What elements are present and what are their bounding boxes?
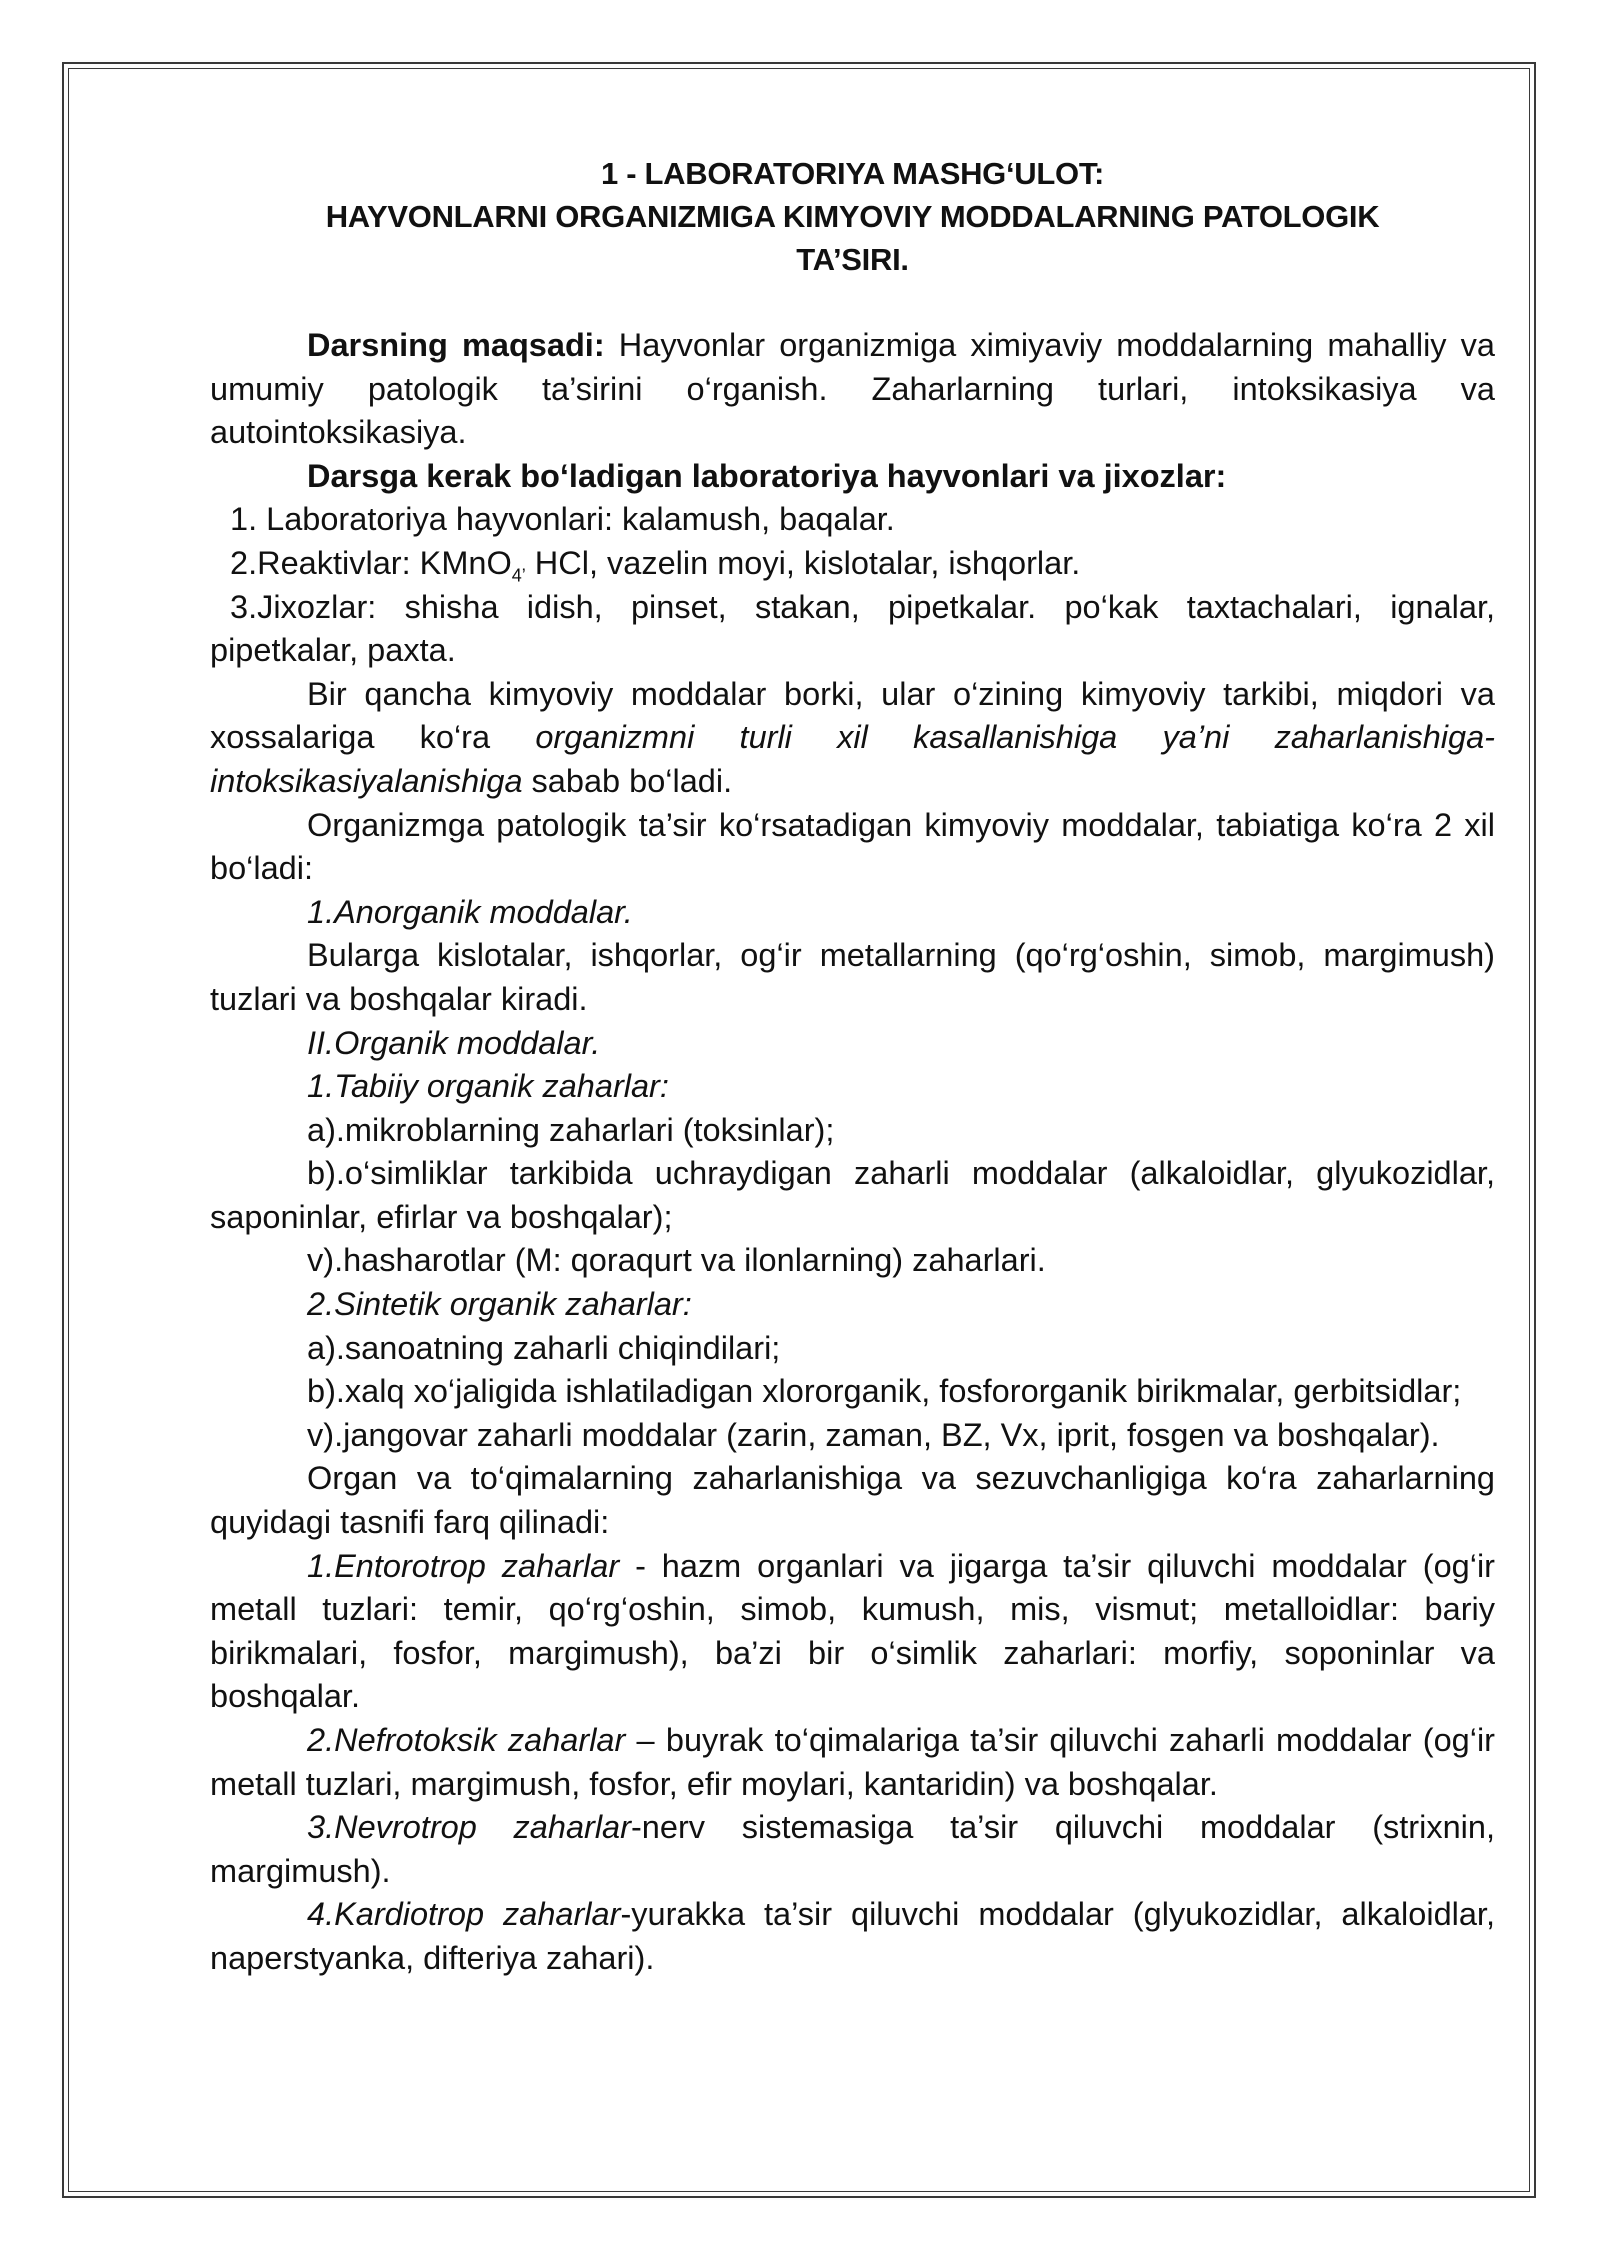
synthetic-item-v: v).jangovar zaharli moddalar (zarin, zaman, BZ, Vx, iprit, fosgen va boshqalar). bbox=[307, 1416, 1440, 1453]
materials-heading: Darsga kerak bo‘ladigan laboratoriya hayvonlari va jixozlar: bbox=[307, 457, 1227, 494]
classification-2 bbox=[210, 1719, 1495, 1806]
document-body bbox=[210, 152, 1495, 1981]
purpose-paragraph bbox=[210, 324, 1495, 455]
materials-item-2 bbox=[210, 542, 1495, 586]
paragraph-organ-classification: Organ va to‘qimalarning zaharlanishiga va sezuvchanligiga ko‘ra zaharlarning quyidagi tasnifi farq qilinadi: bbox=[210, 1460, 1495, 1541]
materials-item-3: 3.Jixozlar: shisha idish, pinset, stakan, pipetkalar. po‘kak taxtachalari, ignalar, pipetkalar, paxta. bbox=[210, 588, 1495, 669]
anorganic-heading: 1.Anorganik moddalar. bbox=[307, 893, 633, 930]
paragraph-classes: Organizmga patologik ta’sir ko‘rsatadigan kimyoviy moddalar, tabiatiga ko‘ra 2 xil bo‘ladi: bbox=[210, 806, 1495, 887]
paragraph-intro-b: sabab bo‘ladi. bbox=[522, 762, 733, 799]
anorganic-text: Bularga kislotalar, ishqorlar, og‘ir metallarning (qo‘rg‘oshin, simob, margimush) tuzlari va boshqalar kiradi. bbox=[210, 937, 1495, 1017]
title-line-3: TA’SIRI. bbox=[796, 242, 909, 277]
title-line-2: HAYVONLARNI ORGANIZMIGA KIMYOVIY MODDALARNING PATOLOGIK bbox=[325, 199, 1380, 234]
purpose-label: Darsning maqsadi: bbox=[307, 327, 605, 363]
classification-2-term: 2.Nefrotoksik zaharlar bbox=[307, 1722, 626, 1758]
classification-4 bbox=[210, 1893, 1495, 1980]
paragraph-intro bbox=[210, 673, 1495, 804]
classification-3-text: -nerv sistemasiga ta’sir qiluvchi moddalar (strixnin, margimush). bbox=[210, 1809, 1495, 1889]
materials-item-2-subscript: 4’ bbox=[511, 565, 526, 586]
natural-item-v: v).hasharotlar (M: qoraqurt va ilonlarning) zaharlari. bbox=[307, 1242, 1046, 1279]
purpose-text: Hayvonlar organizmiga ximiyaviy moddalarning mahalliy va umumiy patologik ta’sirini o‘rganish. Zaharlarning turlari, intoksikasiya va autointoksikasiya. bbox=[210, 327, 1495, 451]
synthetic-item-a: a).sanoatning zaharli chiqindilari; bbox=[307, 1329, 781, 1366]
paragraph-intro-italic: organizmni turli xil kasallanishiga ya’ni zaharlanishiga-intoksikasiyalanishiga bbox=[210, 719, 1495, 799]
classification-1-text: - hazm organlari va jigarga ta’sir qiluvchi moddalar (og‘ir metall tuzlari: temir, qo‘rg‘oshin, simob, kumush, mis, vismut; metalloidlar: bariy birikmalari, fosfor, margimush), ba’zi bir o‘simlik zaharlari: morfiy, soponinlar va boshqalar. bbox=[210, 1547, 1495, 1715]
classification-1-term: 1.Entorotrop zaharlar bbox=[307, 1547, 620, 1584]
title-line-1: 1 - LABORATORIYA MASHG‘ULOT: bbox=[600, 156, 1105, 191]
classification-1 bbox=[210, 1545, 1495, 1719]
synthetic-item-b: b).xalq xo‘jaligida ishlatiladigan xlororganik, fosfororganik birikmalar, gerbitsidlar; bbox=[307, 1373, 1462, 1410]
classification-2-text: – buyrak to‘qimalariga ta’sir qiluvchi zaharli moddalar (og‘ir metall tuzlari, margimush, fosfor, efir moylari, kantaridin) va boshqalar. bbox=[210, 1722, 1495, 1802]
materials-item-2-b: HCl, vazelin moyi, kislotalar, ishqorlar. bbox=[525, 544, 1081, 581]
organic-heading: II.Organik moddalar. bbox=[307, 1024, 601, 1061]
classification-4-term: 4.Kardiotrop zaharlar bbox=[307, 1896, 621, 1933]
natural-item-b: b).o‘simliklar tarkibida uchraydigan zaharli moddalar (alkaloidlar, glyukozidlar, saponinlar, efirlar va boshqalar); bbox=[210, 1155, 1495, 1235]
natural-heading: 1.Tabiiy organik zaharlar: bbox=[307, 1068, 669, 1105]
classification-3 bbox=[210, 1806, 1495, 1893]
paragraph-intro-a: Bir qancha kimyoviy moddalar borki, ular o‘zining kimyoviy tarkibi, miqdori va xossalariga ko‘ra bbox=[210, 675, 1495, 756]
natural-item-a: a).mikroblarning zaharlari (toksinlar); bbox=[307, 1111, 835, 1148]
classification-4-text: -yurakka ta’sir qiluvchi moddalar (glyukozidlar, alkaloidlar, naperstyanka, difteriya zahari). bbox=[210, 1896, 1495, 1976]
classification-3-term: 3.Nevrotrop zaharlar bbox=[307, 1809, 631, 1846]
document-title bbox=[210, 152, 1495, 281]
materials-item-2-a: 2.Reaktivlar: KMnO bbox=[230, 544, 512, 581]
synthetic-heading: 2.Sintetik organik zaharlar: bbox=[307, 1286, 692, 1323]
materials-item-1: 1. Laboratoriya hayvonlari: kalamush, baqalar. bbox=[230, 501, 895, 538]
